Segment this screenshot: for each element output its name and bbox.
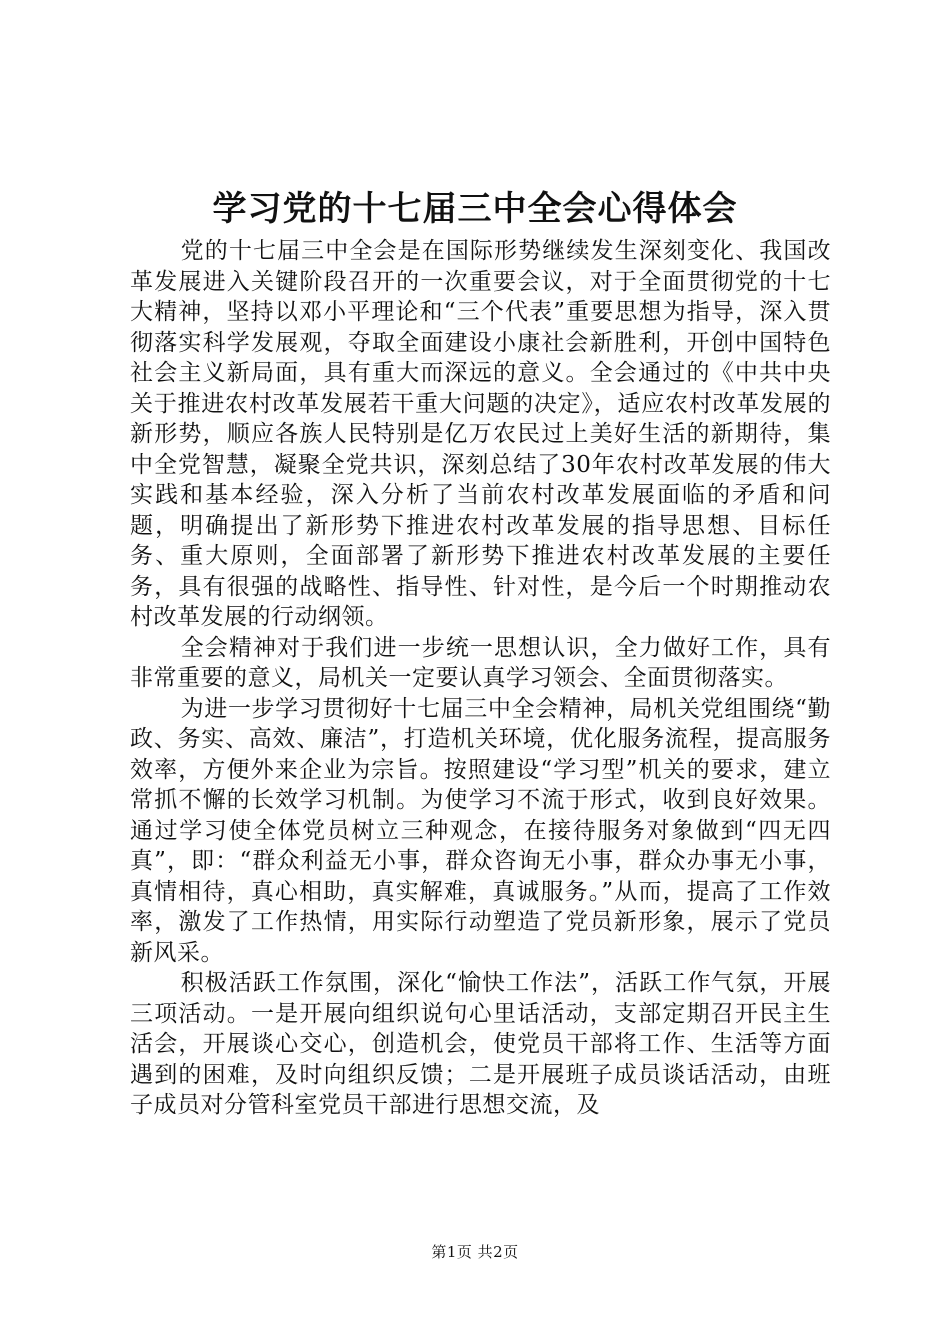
paragraph-4: 积极活跃工作氛围，深化“愉快工作法”，活跃工作气氛，开展三项活动。一是开展向组织说句心里话活动，支部定期召开民主生活会，开展谈心交心，创造机会，使党员干部将工作、生活等方面遇到的困难，及时向组织反馈；二是开展班子成员谈话活动，由班子成员对分管科室党员干部进行思想交流，及 (130, 970, 831, 1118)
paragraph-1: 党的十七届三中全会是在国际形势继续发生深刻变化、我国改革发展进入关键阶段召开的一次重要会议，对于全面贯彻党的十七大精神，坚持以邓小平理论和“三个代表”重要思想为指导，深入贯彻落实科学发展观，夺取全面建设小康社会新胜利，开创中国特色社会主义新局面，具有重大而深远的意义。全会通过的《中共中央关于推进农村改革发展若干重大问题的决定》，适应农村改革发展的新形势，顺应各族人民特别是亿万农民过上美好生活的新期待，集中全党智慧，凝聚全党共识，深刻总结了30年农村改革发展的伟大实践和基本经验，深入分析了当前农村改革发展面临的矛盾和问题，明确提出了新形势下推进农村改革发展的指导思想、目标任务、重大原则，全面部署了新形势下推进农村改革发展的主要任务，具有很强的战略性、指导性、针对性，是今后一个时期推动农村改革发展的行动纲领。 (130, 238, 831, 630)
page-footer: 第1页 共2页 (431, 1243, 519, 1261)
document-body (130, 236, 831, 1121)
paragraph-3: 为进一步学习贯彻好十七届三中全会精神，局机关党组围绕“勤政、务实、高效、廉洁”，打造机关环境，优化服务流程，提高服务效率，方便外来企业为宗旨。按照建设“学习型”机关的要求，建立常抓不懈的长效学习机制。为使学习不流于形式，收到良好效果。通过学习使全体党员树立三种观念，在接待服务对象做到“四无四真”，即：“群众利益无小事，群众咨询无小事，群众办事无小事，真情相待，真心相助，真实解难，真诚服务。”从而，提高了工作效率，激发了工作热情，用实际行动塑造了党员新形象，展示了党员新风采。 (130, 695, 831, 966)
document-title: 学习党的十七届三中全会心得体会 (212, 189, 738, 229)
paragraph-2: 全会精神对于我们进一步统一思想认识，全力做好工作，具有非常重要的意义，局机关一定要认真学习领会、全面贯彻落实。 (130, 634, 831, 691)
